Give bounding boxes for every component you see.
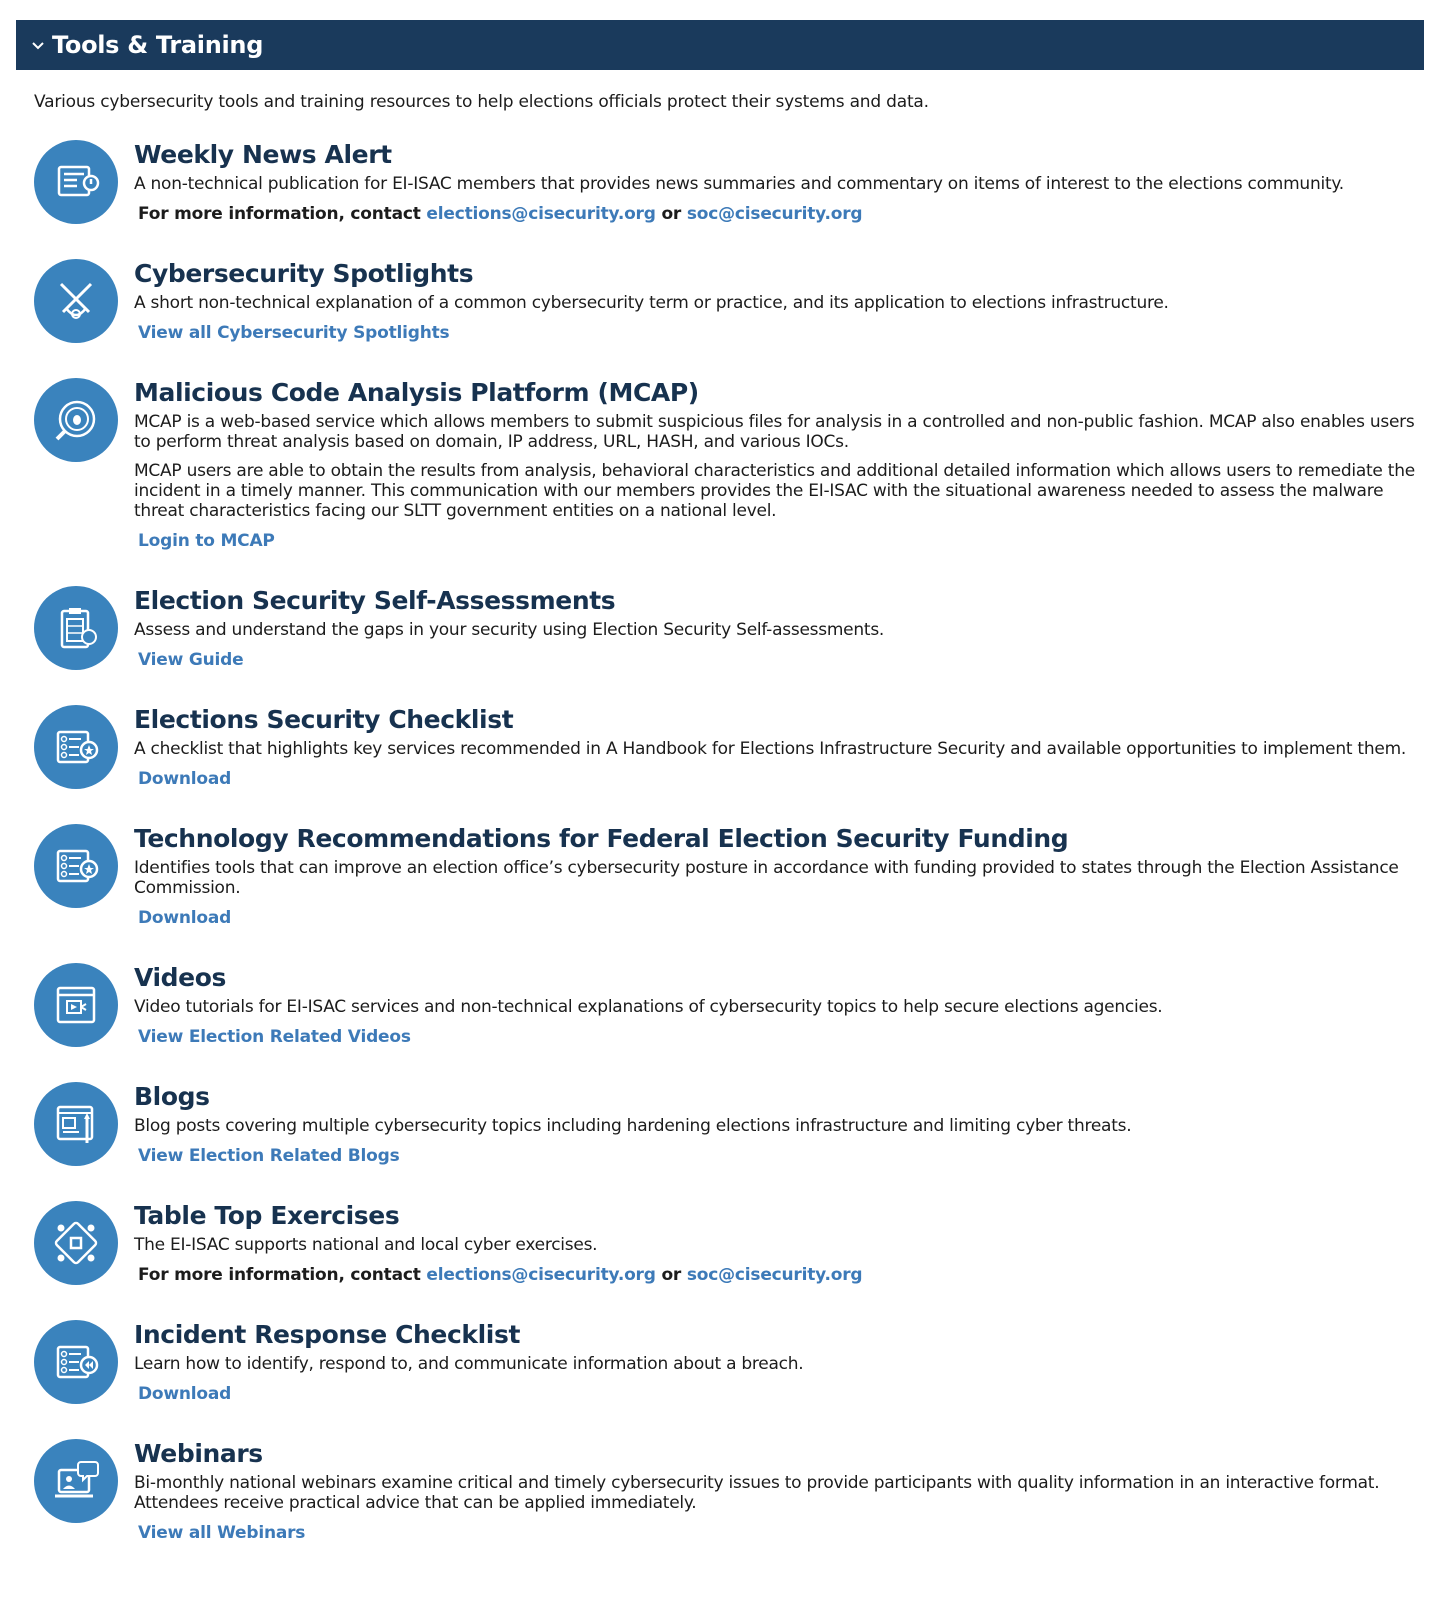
tool-link-view-guide[interactable]: View Guide: [138, 650, 244, 670]
tool-link-line: [134, 1026, 1424, 1048]
section-intro: Various cybersecurity tools and training resources to help elections officials protect their systems and data.: [34, 92, 929, 112]
tool-link-line: [134, 530, 1424, 552]
tool-title: Blogs: [134, 1082, 210, 1111]
contact-line: [134, 1264, 1424, 1286]
section-title: Tools & Training: [52, 31, 264, 59]
tool-link-line: [134, 1522, 1424, 1544]
tool-item-elections-security-checklist: [34, 705, 1424, 790]
tool-item-table-top-exercises: [34, 1201, 1424, 1286]
tool-link-download[interactable]: Download: [138, 1384, 232, 1404]
tool-link-line: [134, 907, 1424, 929]
tool-title: Cybersecurity Spotlights: [134, 259, 474, 288]
tool-title: Weekly News Alert: [134, 140, 392, 169]
tool-description: A checklist that highlights key services recommended in A Handbook for Elections Infrastructure Security and available opportunities to implement them.: [134, 739, 1407, 759]
tool-link-download[interactable]: Download: [138, 769, 232, 789]
tool-link-line: [134, 1383, 1424, 1405]
tool-description: Blog posts covering multiple cybersecurity topics including hardening elections infrastructure and limiting cyber threats.: [134, 1116, 1132, 1136]
checklist-star-icon: [34, 824, 118, 908]
tool-description: MCAP users are able to obtain the results from analysis, behavioral characteristics and additional detailed information which allows users to remediate the incident in a timely manner. This communication with our members provides the EI-ISAC with the situational awareness needed to assess the malware threat characteristics facing our SLTT government entities on a national level.: [134, 461, 1415, 521]
tool-description: A non-technical publication for EI-ISAC members that provides news summaries and commentary on items of interest to the elections community.: [134, 174, 1344, 194]
blog-page-icon: [34, 1082, 118, 1166]
clipboard-calculator-icon: [34, 586, 118, 670]
tool-item-election-security-self-assessments: [34, 586, 1424, 671]
tool-link-line: [134, 322, 1424, 344]
tool-title: Election Security Self-Assessments: [134, 586, 616, 615]
tool-link-view-all-webinars[interactable]: View all Webinars: [138, 1523, 306, 1543]
tool-description: Learn how to identify, respond to, and communicate information about a breach.: [134, 1354, 804, 1374]
contact-or: or: [661, 1265, 682, 1285]
tool-description: MCAP is a web-based service which allows members to submit suspicious files for analysis in a controlled and non-public fashion. MCAP also enables users to perform threat analysis based on domain, IP address, URL, HASH, and various IOCs.: [134, 412, 1415, 452]
tool-item-blogs: [34, 1082, 1424, 1167]
webinar-laptop-icon: [34, 1439, 118, 1523]
tool-link-line: [134, 649, 1424, 671]
contact-or: or: [661, 204, 682, 224]
email-link-elections[interactable]: elections@cisecurity.org: [426, 1265, 656, 1285]
email-link-elections[interactable]: elections@cisecurity.org: [426, 204, 656, 224]
tool-item-cybersecurity-spotlights: [34, 259, 1424, 344]
shield-tools-icon: [34, 259, 118, 343]
tool-title: Table Top Exercises: [134, 1201, 400, 1230]
tool-link-download[interactable]: Download: [138, 908, 232, 928]
contact-label: For more information, contact: [138, 204, 421, 224]
tool-title: Technology Recommendations for Federal Election Security Funding: [134, 824, 1069, 853]
tool-link-view-all-cybersecurity-spotlights[interactable]: View all Cybersecurity Spotlights: [138, 323, 450, 343]
checklist-rewind-icon: [34, 1320, 118, 1404]
tool-description: Video tutorials for EI-ISAC services and non-technical explanations of cybersecurity topics to help secure elections agencies.: [134, 997, 1163, 1017]
tool-link-view-election-related-videos[interactable]: View Election Related Videos: [138, 1027, 411, 1047]
section-header-toggle[interactable]: [16, 20, 1424, 70]
tool-description: The EI-ISAC supports national and local cyber exercises.: [134, 1235, 598, 1255]
tool-link-view-election-related-blogs[interactable]: View Election Related Blogs: [138, 1146, 400, 1166]
tool-title: Elections Security Checklist: [134, 705, 514, 734]
tool-title: Videos: [134, 963, 226, 992]
tool-link-line: [134, 768, 1424, 790]
contact-line: [134, 203, 1424, 225]
tool-item-videos: [34, 963, 1424, 1048]
tool-title: Webinars: [134, 1439, 263, 1468]
tool-description: A short non-technical explanation of a common cybersecurity term or practice, and its application to elections infrastructure.: [134, 293, 1169, 313]
tool-description: Assess and understand the gaps in your security using Election Security Self-assessments.: [134, 620, 885, 640]
tool-description: Bi-monthly national webinars examine critical and timely cybersecurity issues to provide participants with quality information in an interactive format. Attendees receive practical advice that can be applied immediately.: [134, 1473, 1380, 1513]
newspaper-alert-icon: [34, 140, 118, 224]
tool-item-webinars: [34, 1439, 1424, 1544]
email-link-soc[interactable]: soc@cisecurity.org: [686, 204, 863, 224]
tool-item-malicious-code-analysis-platform-mcap: [34, 378, 1424, 552]
bug-magnifier-icon: [34, 378, 118, 462]
tool-title: Malicious Code Analysis Platform (MCAP): [134, 378, 699, 407]
puzzle-exercise-icon: [34, 1201, 118, 1285]
tool-item-incident-response-checklist: [34, 1320, 1424, 1405]
contact-label: For more information, contact: [138, 1265, 421, 1285]
tool-link-line: [134, 1145, 1424, 1167]
tool-item-weekly-news-alert: [34, 140, 1424, 225]
tool-item-technology-recommendations-for-federal-election-security-funding: [34, 824, 1424, 929]
tool-description: Identifies tools that can improve an election office’s cybersecurity posture in accordance with funding provided to states through the Election Assistance Commission.: [134, 858, 1399, 898]
tools-list: [34, 140, 1424, 1578]
checklist-star-icon: [34, 705, 118, 789]
video-player-icon: [34, 963, 118, 1047]
tool-link-login-to-mcap[interactable]: Login to MCAP: [138, 531, 275, 551]
tool-title: Incident Response Checklist: [134, 1320, 521, 1349]
email-link-soc[interactable]: soc@cisecurity.org: [686, 1265, 863, 1285]
chevron-down-icon: [30, 37, 46, 53]
